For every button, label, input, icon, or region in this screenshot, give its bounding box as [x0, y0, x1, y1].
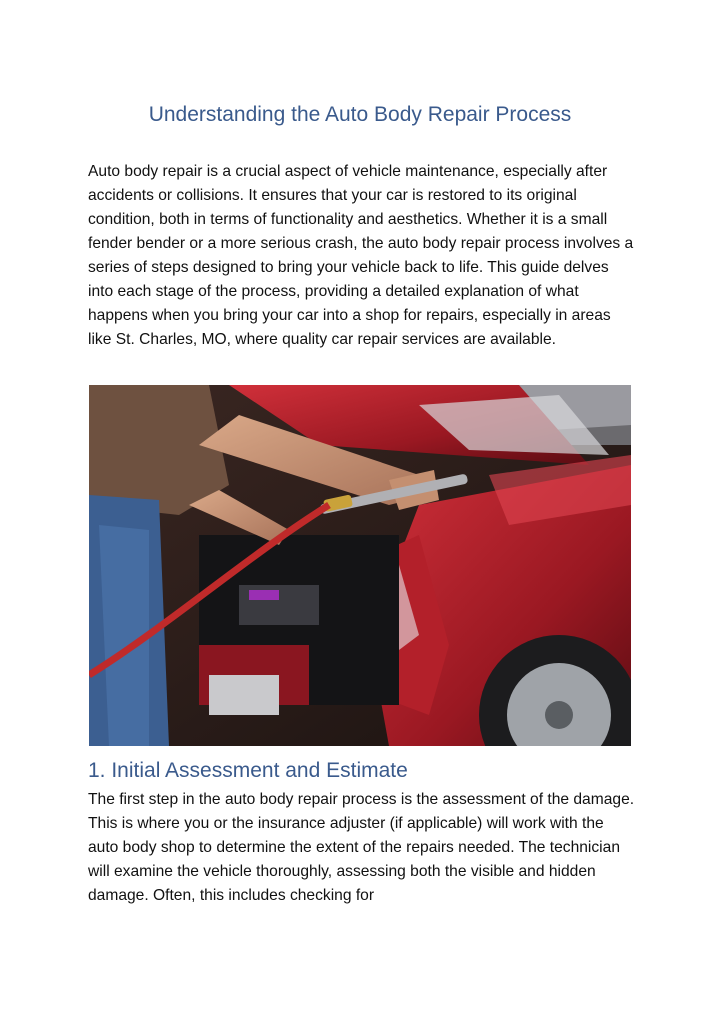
intro-paragraph: Auto body repair is a crucial aspect of vehicle maintenance, especially after accidents or collisions. It ensures that your car is restored to its original condition, both in terms of functionality and aesthetics. Whether it is a small fender bender or a more serious crash, the auto body repair process involves a series of steps designed to bring your vehicle back to life. This guide delves into each stage of the process, providing a detailed explanation of what happens when you bring your car into a shop for repairs, especially in areas like St. Charles, MO, where quality car repair services are available.: [88, 163, 634, 348]
section-1-paragraph: The first step in the auto body repair process is the assessment of the damage. This is where you or the insurance adjuster (if applicable) will work with the auto body shop to determine the extent of the repairs needed. The technician will examine the vehicle thoroughly, assessing both the visible and hidden damage. Often, this includes checking for: [88, 791, 635, 904]
section-heading-initial-assessment: 1. Initial Assessment and Estimate: [88, 759, 408, 782]
document-title: Understanding the Auto Body Repair Process: [148, 103, 572, 126]
car-repair-photo: [89, 385, 631, 746]
